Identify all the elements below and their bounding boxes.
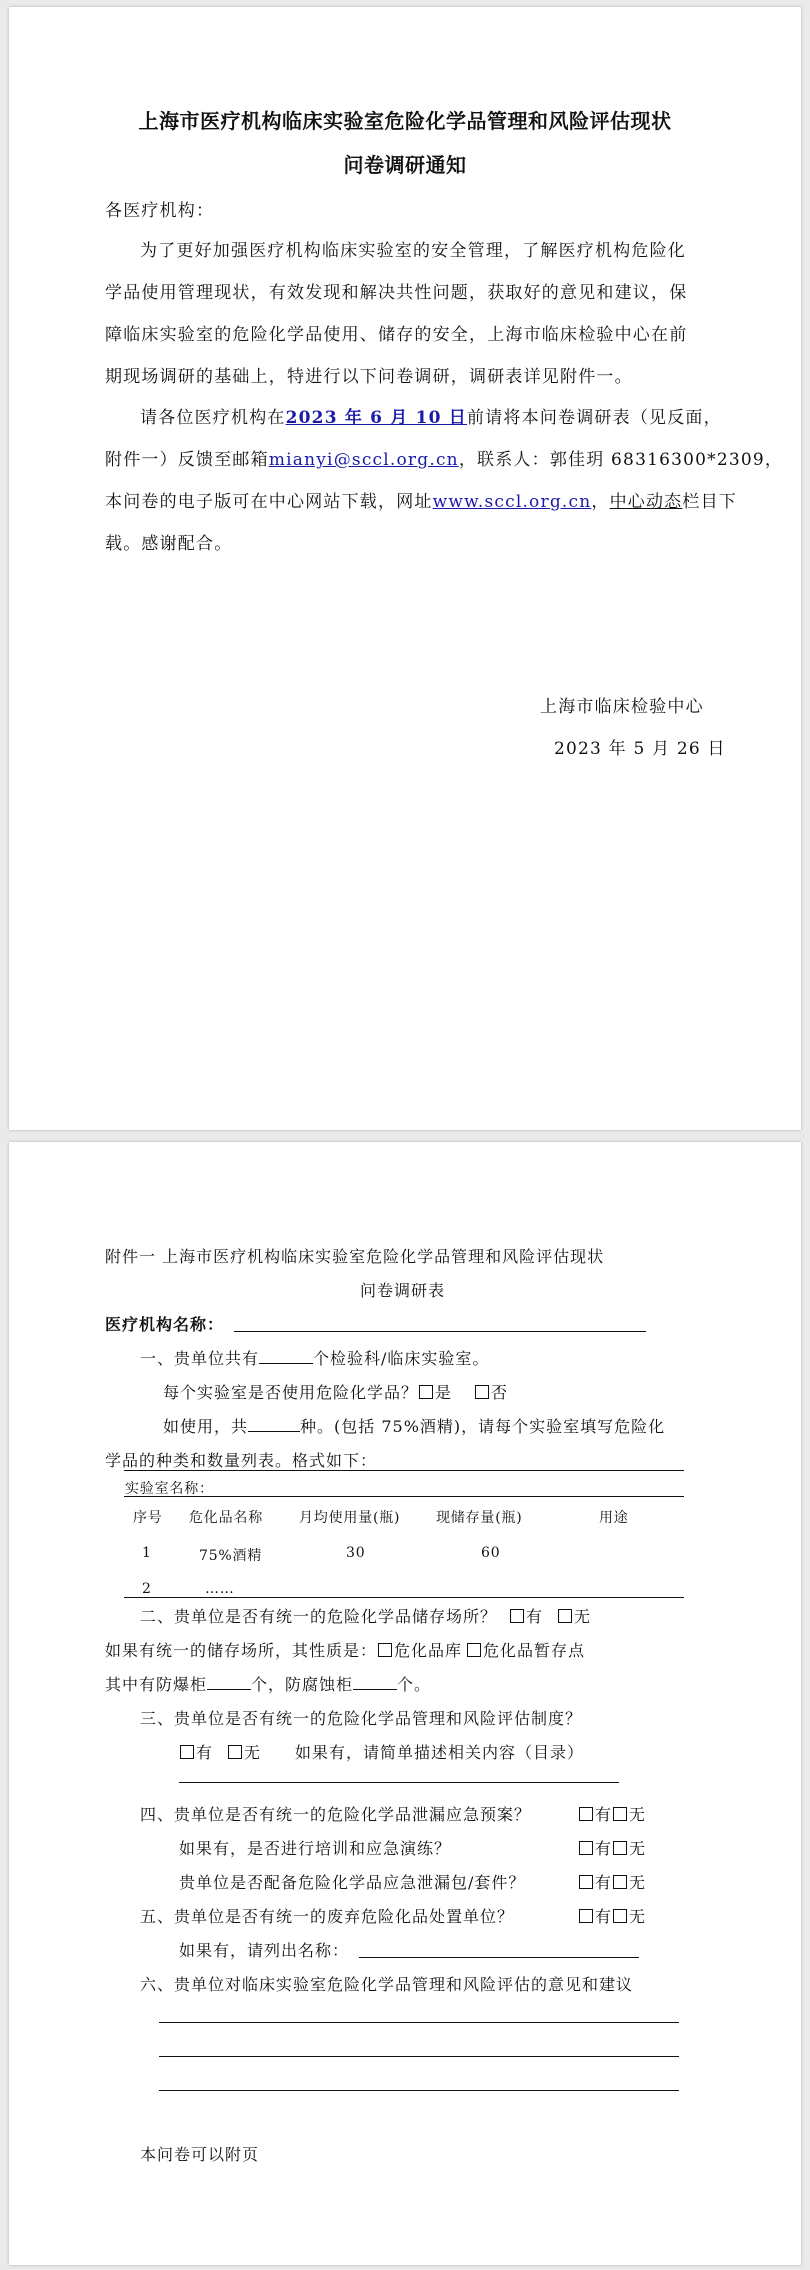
q3-answer-line[interactable] (179, 1782, 619, 1783)
q1-post: 个检验科/临床实验室。 (313, 1349, 490, 1368)
q6: 六、贵单位对临床实验室危险化学品管理和风险评估的意见和建议 (140, 1975, 634, 1994)
q1-pre: 一、贵单位共有 (140, 1349, 260, 1368)
q2-no-checkbox[interactable] (558, 1609, 572, 1623)
para2-l3-pre: 本问卷的电子版可在中心网站下载，网址 (105, 492, 433, 512)
q5-yes-checkbox[interactable] (579, 1909, 593, 1923)
q3-yes-checkbox[interactable] (180, 1745, 194, 1759)
para1-line3: 障临床实验室的危险化学品使用、储存的安全，上海市临床检验中心在前 (105, 325, 688, 345)
email-link[interactable]: mianyi@sccl.org.cn (268, 450, 459, 470)
q4b-no-label: 无 (629, 1873, 647, 1892)
q1b-pre: 如使用，共 (163, 1417, 249, 1436)
q4a-yes-checkbox[interactable] (579, 1841, 593, 1855)
q1b-blank[interactable] (248, 1416, 300, 1432)
table-header-monthly: 月均使用量(瓶) (299, 1510, 401, 1526)
q2a-warehouse-label: 危化品库 (394, 1641, 463, 1660)
q2a-temp-checkbox[interactable] (467, 1643, 481, 1657)
column-name: 中心动态 (609, 492, 683, 512)
q1b-post: 种。(包括 75%酒精)，请每个实验室填写危险化 (300, 1417, 666, 1436)
q5: 五、贵单位是否有统一的废弃危险化品处置单位？ (140, 1907, 515, 1926)
q2a (105, 1638, 585, 1661)
survey-title-line2: 问卷调研表 (360, 1281, 446, 1300)
q5-answer-line[interactable] (359, 1957, 639, 1958)
q6-answer-line-3[interactable] (159, 2090, 679, 2091)
q5-yes-label: 有 (595, 1907, 613, 1926)
salutation: 各医疗机构： (105, 201, 215, 221)
q2 (140, 1604, 591, 1627)
deadline-date: 2023 年 6 月 10 日 (285, 408, 468, 428)
q4a-no-label: 无 (629, 1839, 647, 1858)
table-row1-name: 75%酒精 (199, 1548, 263, 1564)
notice-date: 2023 年 5 月 26 日 (554, 739, 726, 759)
q5-no-checkbox[interactable] (613, 1909, 627, 1923)
q3a-text: 如果有，请简单描述相关内容（目录） (295, 1743, 585, 1762)
q6-answer-line-1[interactable] (159, 2022, 679, 2023)
table-top-line (124, 1470, 684, 1471)
para2-l3-post: 栏目下 (682, 492, 737, 512)
q4a-no-checkbox[interactable] (613, 1841, 627, 1855)
q4b-options (578, 1870, 646, 1893)
q2b-pre: 其中有防爆柜 (105, 1675, 208, 1694)
table-header-use: 用途 (599, 1510, 629, 1526)
para2-pre: 请各位医疗机构在 (140, 408, 286, 428)
q1a (163, 1380, 508, 1403)
table-row2-seq: 2 (142, 1581, 152, 1597)
q4a-options (578, 1836, 646, 1859)
q4-no-checkbox[interactable] (613, 1807, 627, 1821)
q3a (179, 1740, 584, 1763)
q3: 三、贵单位是否有统一的危险化学品管理和风险评估制度？ (140, 1709, 583, 1728)
survey-title-line1: 附件一 上海市医疗机构临床实验室危险化学品管理和风险评估现状 (105, 1247, 605, 1266)
table-bottom-line (124, 1597, 684, 1598)
q4-yes-checkbox[interactable] (579, 1807, 593, 1821)
q1a-no-label: 否 (491, 1383, 509, 1402)
para1-line4: 期现场调研的基础上，特进行以下问卷调研，调研表详见附件一。 (105, 367, 633, 387)
q2a-warehouse-checkbox[interactable] (378, 1643, 392, 1657)
institution-label: 医疗机构名称： (105, 1315, 225, 1334)
q1a-yes-checkbox[interactable] (419, 1385, 433, 1399)
q2b-post: 个。 (397, 1675, 432, 1694)
q5a: 如果有，请列出名称： (179, 1941, 350, 1960)
survey-footer: 本问卷可以附页 (140, 2145, 260, 2164)
q2-yes-checkbox[interactable] (510, 1609, 524, 1623)
q2-text: 二、贵单位是否有统一的危险化学品储存场所？ (140, 1607, 498, 1626)
q2b-mid: 个，防腐蚀柜 (251, 1675, 354, 1694)
para2-line2 (105, 445, 783, 470)
q4b: 贵单位是否配备危险化学品应急泄漏包/套件？ (179, 1873, 526, 1892)
q3-no-checkbox[interactable] (228, 1745, 242, 1759)
q6-answer-line-2[interactable] (159, 2056, 679, 2057)
para2-line4: 载。感谢配合。 (105, 534, 233, 554)
table-row1-stock: 60 (481, 1545, 501, 1561)
website-link[interactable]: www.sccl.org.cn (432, 492, 592, 512)
table-header-line (124, 1496, 684, 1497)
para1-line2: 学品使用管理现状，有效发现和解决共性问题，获取好的意见和建议，保 (105, 283, 688, 303)
para2-l3-sep: ， (591, 492, 610, 512)
lab-name-label: 实验室名称： (125, 1481, 214, 1497)
institution-input-line[interactable] (234, 1331, 646, 1332)
table-row1-seq: 1 (142, 1545, 152, 1561)
notice-title-line1: 上海市医疗机构临床实验室危险化学品管理和风险评估现状 (138, 109, 672, 133)
q1b-line2: 学品的种类和数量列表。格式如下： (105, 1451, 378, 1470)
para2-line3 (105, 487, 737, 512)
q4-options (578, 1802, 646, 1825)
q3-no-label: 无 (244, 1743, 262, 1762)
q4b-yes-label: 有 (595, 1873, 613, 1892)
q2b-explosion-blank[interactable] (207, 1674, 251, 1690)
para2-post: 前请将本问卷调研表（见反面， (467, 408, 722, 428)
table-row2-name: …… (205, 1581, 235, 1597)
q2-no-label: 无 (574, 1607, 592, 1626)
para2-line1 (140, 403, 722, 428)
table-header-seq: 序号 (133, 1510, 163, 1526)
q5-no-label: 无 (629, 1907, 647, 1926)
q4: 四、贵单位是否有统一的危险化学品泄漏应急预案？ (140, 1805, 532, 1824)
q1b (163, 1414, 665, 1437)
notice-title-line2: 问卷调研通知 (343, 153, 467, 177)
q4a: 如果有，是否进行培训和应急演练？ (179, 1839, 452, 1858)
table-header-stock: 现储存量(瓶) (436, 1510, 523, 1526)
signature: 上海市临床检验中心 (540, 697, 704, 717)
table-row1-monthly: 30 (346, 1545, 366, 1561)
q4-yes-label: 有 (595, 1805, 613, 1824)
q1a-yes-label: 是 (435, 1383, 453, 1402)
survey-page (9, 1142, 801, 2265)
para2-l2-pre: 附件一）反馈至邮箱 (105, 450, 269, 470)
q1a-text: 每个实验室是否使用危险化学品？ (163, 1383, 419, 1402)
q4b-yes-checkbox[interactable] (579, 1875, 593, 1889)
para1-line1: 为了更好加强医疗机构临床实验室的安全管理，了解医疗机构危险化 (140, 241, 686, 261)
q2a-temp-label: 危化品暂存点 (483, 1641, 586, 1660)
q2-yes-label: 有 (526, 1607, 544, 1626)
q1a-no-checkbox[interactable] (475, 1385, 489, 1399)
q5-options (578, 1904, 646, 1927)
q3-yes-label: 有 (196, 1743, 214, 1762)
q4b-no-checkbox[interactable] (613, 1875, 627, 1889)
q2b-corrosion-blank[interactable] (353, 1674, 397, 1690)
table-header-name: 危化品名称 (189, 1510, 263, 1526)
q2b (105, 1672, 431, 1695)
q4-no-label: 无 (629, 1805, 647, 1824)
q4a-yes-label: 有 (595, 1839, 613, 1858)
q2a-pre: 如果有统一的储存场所，其性质是： (105, 1641, 378, 1660)
q1-blank[interactable] (259, 1348, 313, 1364)
q1 (140, 1346, 489, 1369)
notice-page (9, 7, 801, 1130)
para2-l2-post: ，联系人：郭佳玥 68316300*2309， (458, 450, 784, 470)
